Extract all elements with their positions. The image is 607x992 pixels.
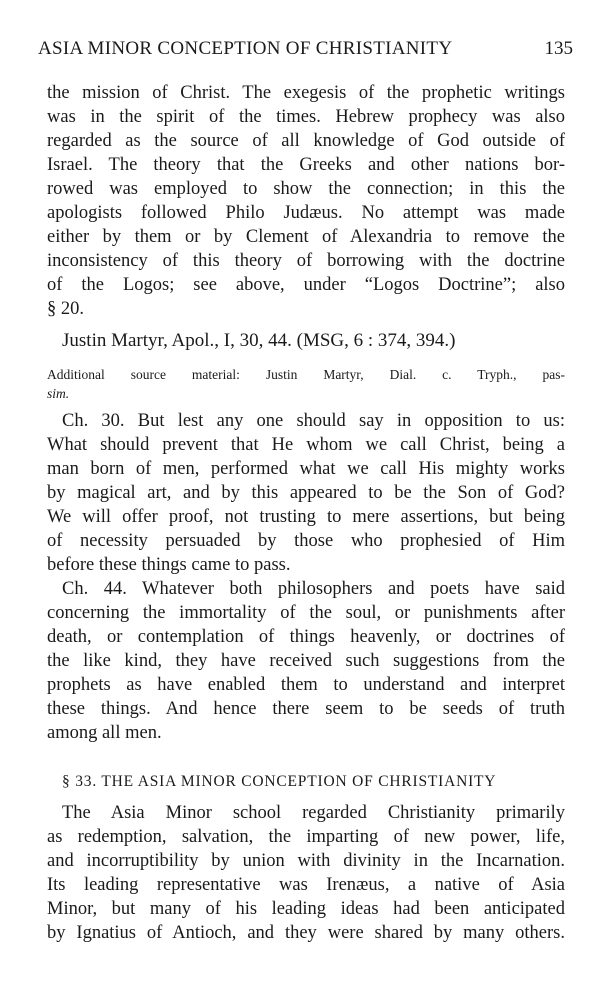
text-line: Additional source material: Justin Martyr, Dial. c. Tryph., pas- (47, 367, 565, 382)
text-line: The Asia Minor school regarded Christianity primarily (62, 803, 565, 823)
text-line: the mission of Christ. The exegesis of the prophetic writings (47, 83, 565, 103)
text-line: the like kind, they have received such suggestions from the (47, 651, 565, 671)
source-citation: Justin Martyr, Apol., I, 30, 44. (MSG, 6 : 374, 394.) (62, 330, 456, 351)
text-line: Israel. The theory that the Greeks and other nations bor- (47, 155, 565, 175)
text-line: man born of men, performed what we call His mighty works (47, 459, 565, 479)
text-line: Minor, but many of his leading ideas had been anticipated (47, 899, 565, 919)
text-line: by Ignatius of Antioch, and they were shared by many others. (47, 923, 565, 943)
text-line: Its leading representative was Irenæus, a native of Asia (47, 875, 565, 895)
running-header (38, 38, 573, 64)
text-line: sim. (47, 386, 70, 401)
text-line: rowed was employed to show the connection; in this the (47, 179, 565, 199)
text-line: § 20. (47, 299, 84, 319)
text-line: death, or contemplation of things heavenly, or doctrines of (47, 627, 565, 647)
text-line: concerning the immortality of the soul, or punishments after (47, 603, 565, 623)
text-line: Ch. 44. Whatever both philosophers and poets have said (62, 579, 565, 599)
text-line: of necessity persuaded by those who prophesied of Him (47, 531, 565, 551)
text-line: We will offer proof, not trusting to mere assertions, but being (47, 507, 565, 527)
page-number: 135 (544, 38, 573, 59)
text-line: prophets as have enabled them to understand and interpret (47, 675, 565, 695)
text-line: either by them or by Clement of Alexandria to remove the (47, 227, 565, 247)
text-line: and incorruptibility by union with divinity in the Incarnation. (47, 851, 565, 871)
text-line: was in the spirit of the times. Hebrew prophecy was also (47, 107, 565, 127)
text-line: as redemption, salvation, the imparting of new power, life, (47, 827, 565, 847)
text-line: by magical art, and by this appeared to be the Son of God? (47, 483, 565, 503)
text-line: among all men. (47, 723, 162, 743)
text-line: of the Logos; see above, under “Logos Doctrine”; also (47, 275, 565, 295)
running-title: ASIA MINOR CONCEPTION OF CHRISTIANITY (38, 38, 453, 59)
text-line: regarded as the source of all knowledge of God outside of (47, 131, 565, 151)
text-line: apologists followed Philo Judæus. No attempt was made (47, 203, 565, 223)
text-line: inconsistency of this theory of borrowing with the doctrine (47, 251, 565, 271)
text-line: Ch. 30. But lest any one should say in opposition to us: (62, 411, 565, 431)
section-heading: § 33. THE ASIA MINOR CONCEPTION OF CHRISTIANITY (62, 773, 497, 790)
text-line: before these things came to pass. (47, 555, 291, 575)
text-line: What should prevent that He whom we call Christ, being a (47, 435, 565, 455)
text-line: these things. And hence there seem to be seeds of truth (47, 699, 565, 719)
